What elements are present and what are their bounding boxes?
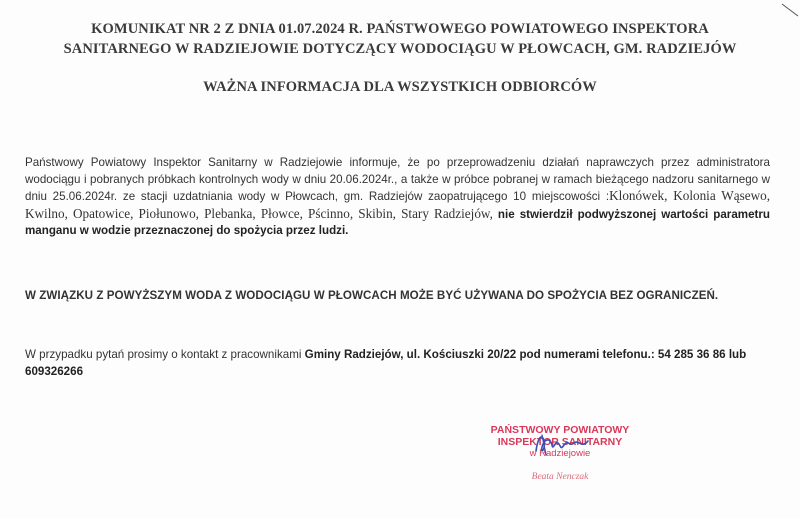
body-paragraph — [25, 155, 770, 240]
stamp-line-2: INSPEKTOR SANITARNY — [497, 435, 623, 448]
stamp-line-3: w Radziejowie — [529, 448, 591, 459]
body-text: Państwowy Powiatowy Inspektor Sanitarny w Radziejowie informuje, że po przeprowadzeniu działań naprawczych przez administratora wodociągu i pobranych próbkach kontrolnych wody w dniu 20.06.2024r., a także w próbce pobranej w ramach bieżącego nadzoru sanitarnego w dniu 25.06.2024r. ze stacji uzdatniania wody w Płowcach, gm. Radziejów zaopatrującego 10 miejscowości : — [25, 156, 770, 203]
handwritten-signature — [528, 427, 598, 463]
stamp-name: Beata Nenczak — [531, 472, 589, 482]
contact-details: Gminy Radziejów, ul. Kościuszki 20/22 pod numerami telefonu.: 54 285 36 86 lub 609326266 — [25, 348, 747, 378]
contact-paragraph — [25, 347, 770, 380]
document-title-line-1: KOMUNIKAT NR 2 Z DNIA 01.07.2024 R. PAŃSTWOWEGO POWIATOWEGO INSPEKTORA — [91, 21, 709, 37]
stamp-line-1: PAŃSTWOWY POWIATOWY — [490, 424, 630, 436]
scan-corner-mark — [780, 0, 800, 20]
body-conclusion: nie stwierdził podwyższonej wartości parametru manganu w wodzie przeznaczonej do spożycia przez ludzi. — [25, 207, 770, 237]
document-subtitle: WAŻNA INFORMACJA DLA WSZYSTKICH ODBIORCÓW — [203, 79, 597, 95]
document-title-line-2: SANITARNEGO W RADZIEJOWIE DOTYCZĄCY WODOCIĄGU W PŁOWCACH, GM. RADZIEJÓW — [63, 41, 737, 57]
contact-intro: W przypadku pytań prosimy o kontakt z pracownikami — [25, 348, 302, 361]
conclusion-statement: W ZWIĄZKU Z POWYŻSZYM WODA Z WODOCIĄGU W PŁOWCACH MOŻE BYĆ UŻYWANA DO SPOŻYCIA BEZ OGRANICZEŃ. — [25, 289, 719, 302]
localities-list: Klonówek, Kolonia Wąsewo, Kwilno, Opatowice, Piołunowo, Plebanka, Płowce, Pścinno, Skibin, Stary Radziejów, — [25, 188, 770, 221]
